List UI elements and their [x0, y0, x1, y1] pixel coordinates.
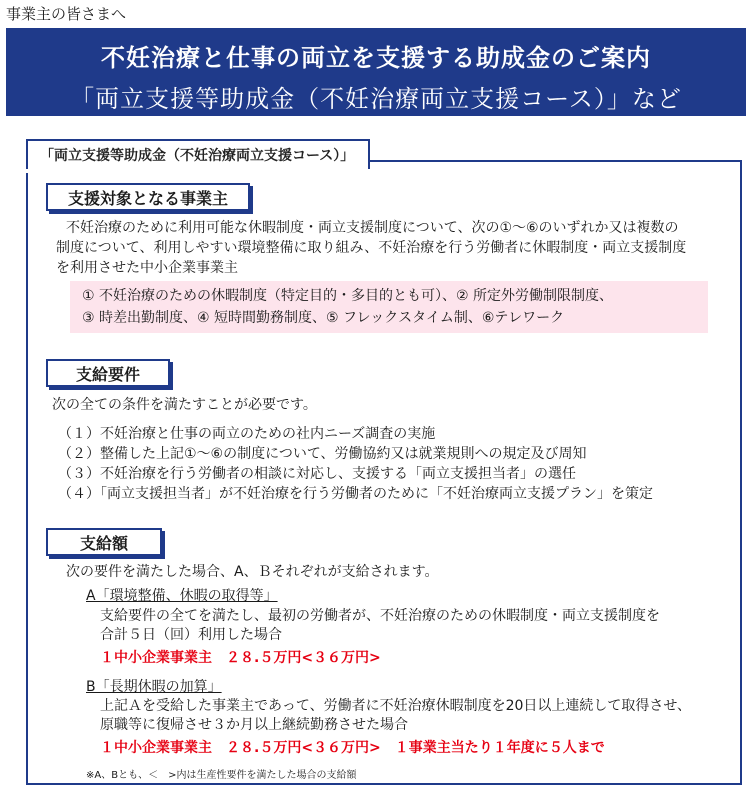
amount-b-line2: 原職等に復帰させ３か月以上継続勤務させた場合 [100, 717, 408, 733]
systems-line2: ③ 時差出勤制度、④ 短時間勤務制度、⑤ フレックスタイム制、⑥テレワーク [82, 310, 565, 326]
requirement-item: （１）不妊治療と仕事の両立のための社内ニーズ調査の実施 [58, 426, 436, 442]
target-line3: を利用させた中小企業事業主 [56, 260, 238, 276]
title-banner [6, 28, 746, 116]
amount-b-line1: 上記Ａを受給した事業主であって、労働者に不妊治療休暇制度を20日以上連続して取得させ、 [100, 698, 691, 714]
amount-a-title: A「環境整備、休暇の取得等」 [86, 588, 278, 604]
amount-a-line1: 支給要件の全てを満たし、最初の労働者が、不妊治療のための休暇制度・両立支援制度を [100, 608, 660, 624]
audience-label: 事業主の皆さまへ [6, 5, 127, 23]
requirement-item: （４）「両立支援担当者」が不妊治療を行う労働者のために「不妊治療両立支援プラン」を策定 [58, 486, 653, 502]
footnote: ※A、Bとも、＜ >内は生産性要件を満たした場合の支給額 [86, 770, 357, 781]
frame-tab: 「両立支援等助成金（不妊治療両立支援コース）」 [26, 139, 370, 169]
target-line2: 制度について、利用しやすい環境整備に取り組み、不妊治療を行う労働者に休暇制度・両立支援制度 [56, 240, 687, 256]
section-heading-target: 支援対象となる事業主 [46, 183, 250, 211]
main-title: 不妊治療と仕事の両立を支援する助成金のご案内 [101, 44, 651, 72]
section-heading-requirements: 支給要件 [46, 359, 170, 387]
systems-box [70, 281, 708, 333]
requirement-item: （３）不妊治療を行う労働者の相談に対応し、支援する「両立支援担当者」の選任 [58, 466, 576, 482]
section-heading-amount: 支給額 [46, 528, 162, 556]
amount-b-title: B「長期休暇の加算」 [86, 679, 222, 695]
systems-line1: ① 不妊治療のための休暇制度（特定目的・多目的とも可）、② 所定外労働制限制度、 [82, 288, 613, 304]
amount-a-line2: 合計５日（回）利用した場合 [100, 627, 282, 643]
amount-b-value: １中小企業事業主 ２８.５万円<３６万円> １事業主当たり１年度に５人まで [100, 740, 605, 756]
amount-a-value: １中小企業事業主 ２８.５万円<３６万円> [100, 650, 381, 666]
requirement-item: （２）整備した上記①～⑥の制度について、労働協約又は就業規則への規定及び周知 [58, 446, 587, 462]
amount-intro: 次の要件を満たした場合、A、Ｂそれぞれが支給されます。 [66, 564, 439, 580]
target-line1: 不妊治療のために利用可能な休暇制度・両立支援制度について、次の①～⑥のいずれか又は複数の [66, 220, 679, 236]
sub-title: 「両立支援等助成金（不妊治療両立支援コース）」など [70, 85, 682, 113]
requirements-intro: 次の全ての条件を満たすことが必要です。 [52, 397, 317, 413]
